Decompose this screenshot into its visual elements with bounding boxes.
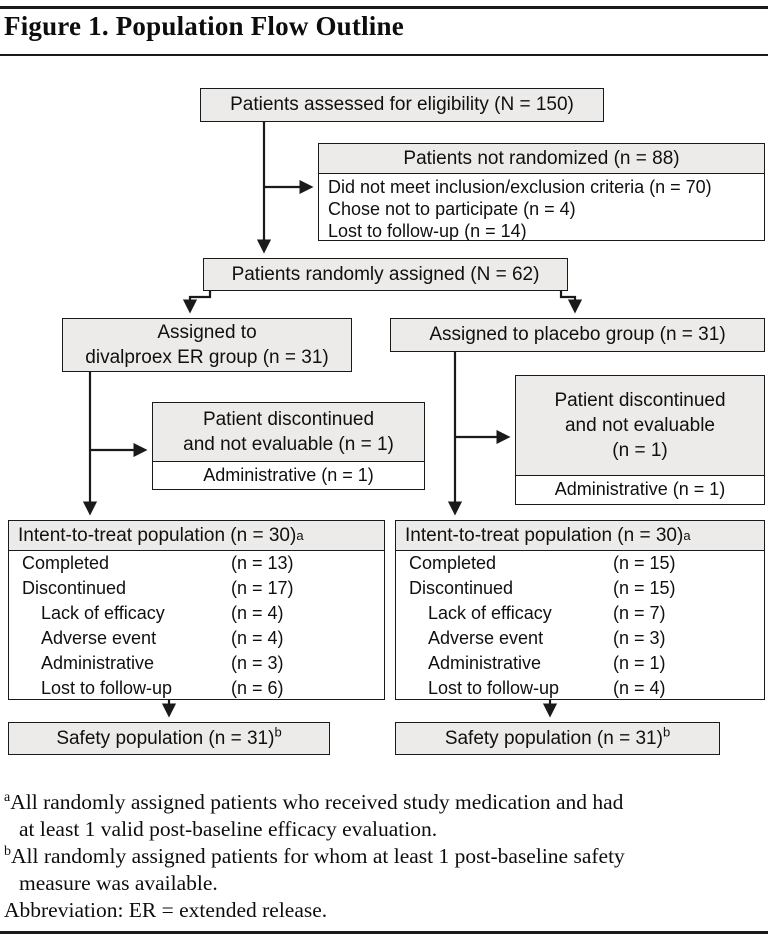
footnote-a-line2: at least 1 valid post-baseline efficacy evaluation. — [19, 817, 438, 841]
arrow-to-assigned-left — [190, 291, 210, 310]
eligibility-text: Patients assessed for eligibility (N = 150) — [230, 94, 574, 115]
assigned-divalproex-line1: Assigned to — [157, 322, 257, 343]
safety-placebo-text: Safety population (n = 31)$^b$ — [444, 724, 671, 749]
itt-row: Lack of efficacy (n = 4) — [41, 603, 284, 623]
itt-row: Lack of efficacy (n = 7) — [428, 603, 666, 623]
itt-row: Lost to follow-up (n = 4) — [428, 678, 666, 698]
box-discontinued-left — [152, 402, 425, 490]
box-itt-placebo — [395, 520, 765, 700]
not-randomized-item: Did not meet inclusion/exclusion criteria (n = 70) — [328, 177, 712, 197]
discontinued-right-line1: Patient discontinued — [554, 390, 726, 411]
box-randomized — [203, 258, 568, 291]
itt-row: Adverse event (n = 4) — [41, 628, 284, 648]
itt-row: Discontinued (n = 15) — [409, 578, 676, 598]
discontinued-right-detail: Administrative (n = 1) — [554, 478, 726, 499]
title-rule — [0, 54, 768, 56]
bottom-rule — [0, 931, 768, 934]
itt-divalproex-rows — [9, 551, 384, 701]
discontinued-right-header — [516, 376, 764, 476]
itt-row: Administrative (n = 1) — [428, 653, 666, 673]
discontinued-left-detail: Administrative (n = 1) — [203, 464, 374, 485]
figure-title: Figure 1. Population Flow Outline — [4, 11, 404, 41]
not-randomized-list — [319, 174, 764, 242]
itt-row: Completed (n = 13) — [22, 553, 294, 573]
box-discontinued-right — [515, 375, 765, 505]
not-randomized-header: Patients not randomized (n = 88) — [319, 144, 764, 174]
discontinued-left-header — [153, 403, 424, 462]
itt-row: Lost to follow-up (n = 6) — [41, 678, 284, 698]
box-assigned-divalproex — [62, 318, 352, 372]
safety-divalproex-text: Safety population (n = 31)$^b$ — [56, 724, 282, 749]
box-not-randomized — [318, 143, 765, 241]
discontinued-right-line3: (n = 1) — [612, 440, 668, 461]
box-safety-placebo — [395, 722, 720, 755]
box-eligibility — [200, 88, 604, 122]
itt-divalproex-header-text: Intent-to-treat population (n = 30) — [18, 524, 297, 546]
itt-placebo-rows — [396, 551, 764, 701]
discontinued-left-line2: and not evaluable (n = 1) — [183, 434, 394, 455]
footnote-a-line1: $^a$All randomly assigned patients who received study medication and had — [4, 789, 624, 814]
arrow-to-assigned-right — [561, 291, 575, 310]
itt-divalproex-header: Intent-to-treat population (n = 30) a — [9, 521, 384, 551]
footnote-b-line1: $^b$All randomly assigned patients for whom at least 1 post-baseline safety — [4, 843, 625, 868]
top-rule — [0, 6, 768, 9]
discontinued-left-line1: Patient discontinued — [202, 409, 375, 430]
itt-placebo-header: Intent-to-treat population (n = 30) a — [396, 521, 764, 551]
assigned-placebo-text: Assigned to placebo group (n = 31) — [429, 324, 726, 345]
not-randomized-item: Lost to follow-up (n = 14) — [328, 221, 527, 241]
not-randomized-item: Chose not to participate (n = 4) — [328, 199, 576, 219]
itt-placebo-header-text: Intent-to-treat population (n = 30) — [405, 524, 684, 546]
itt-row: Completed (n = 15) — [409, 553, 676, 573]
footnotes — [4, 789, 764, 924]
footnote-b-line2: measure was available. — [19, 871, 218, 895]
box-itt-divalproex — [8, 520, 385, 700]
itt-row: Adverse event (n = 3) — [428, 628, 666, 648]
box-assigned-placebo — [390, 318, 765, 352]
itt-row: Administrative (n = 3) — [41, 653, 284, 673]
randomized-text: Patients randomly assigned (N = 62) — [231, 263, 540, 285]
assigned-divalproex-line2: divalproex ER group (n = 31) — [85, 347, 329, 368]
itt-row: Discontinued (n = 17) — [22, 578, 294, 598]
box-safety-divalproex — [8, 722, 330, 755]
discontinued-right-line2: and not evaluable — [564, 415, 715, 436]
footnote-abbreviation: Abbreviation: ER = extended release. — [4, 898, 328, 922]
